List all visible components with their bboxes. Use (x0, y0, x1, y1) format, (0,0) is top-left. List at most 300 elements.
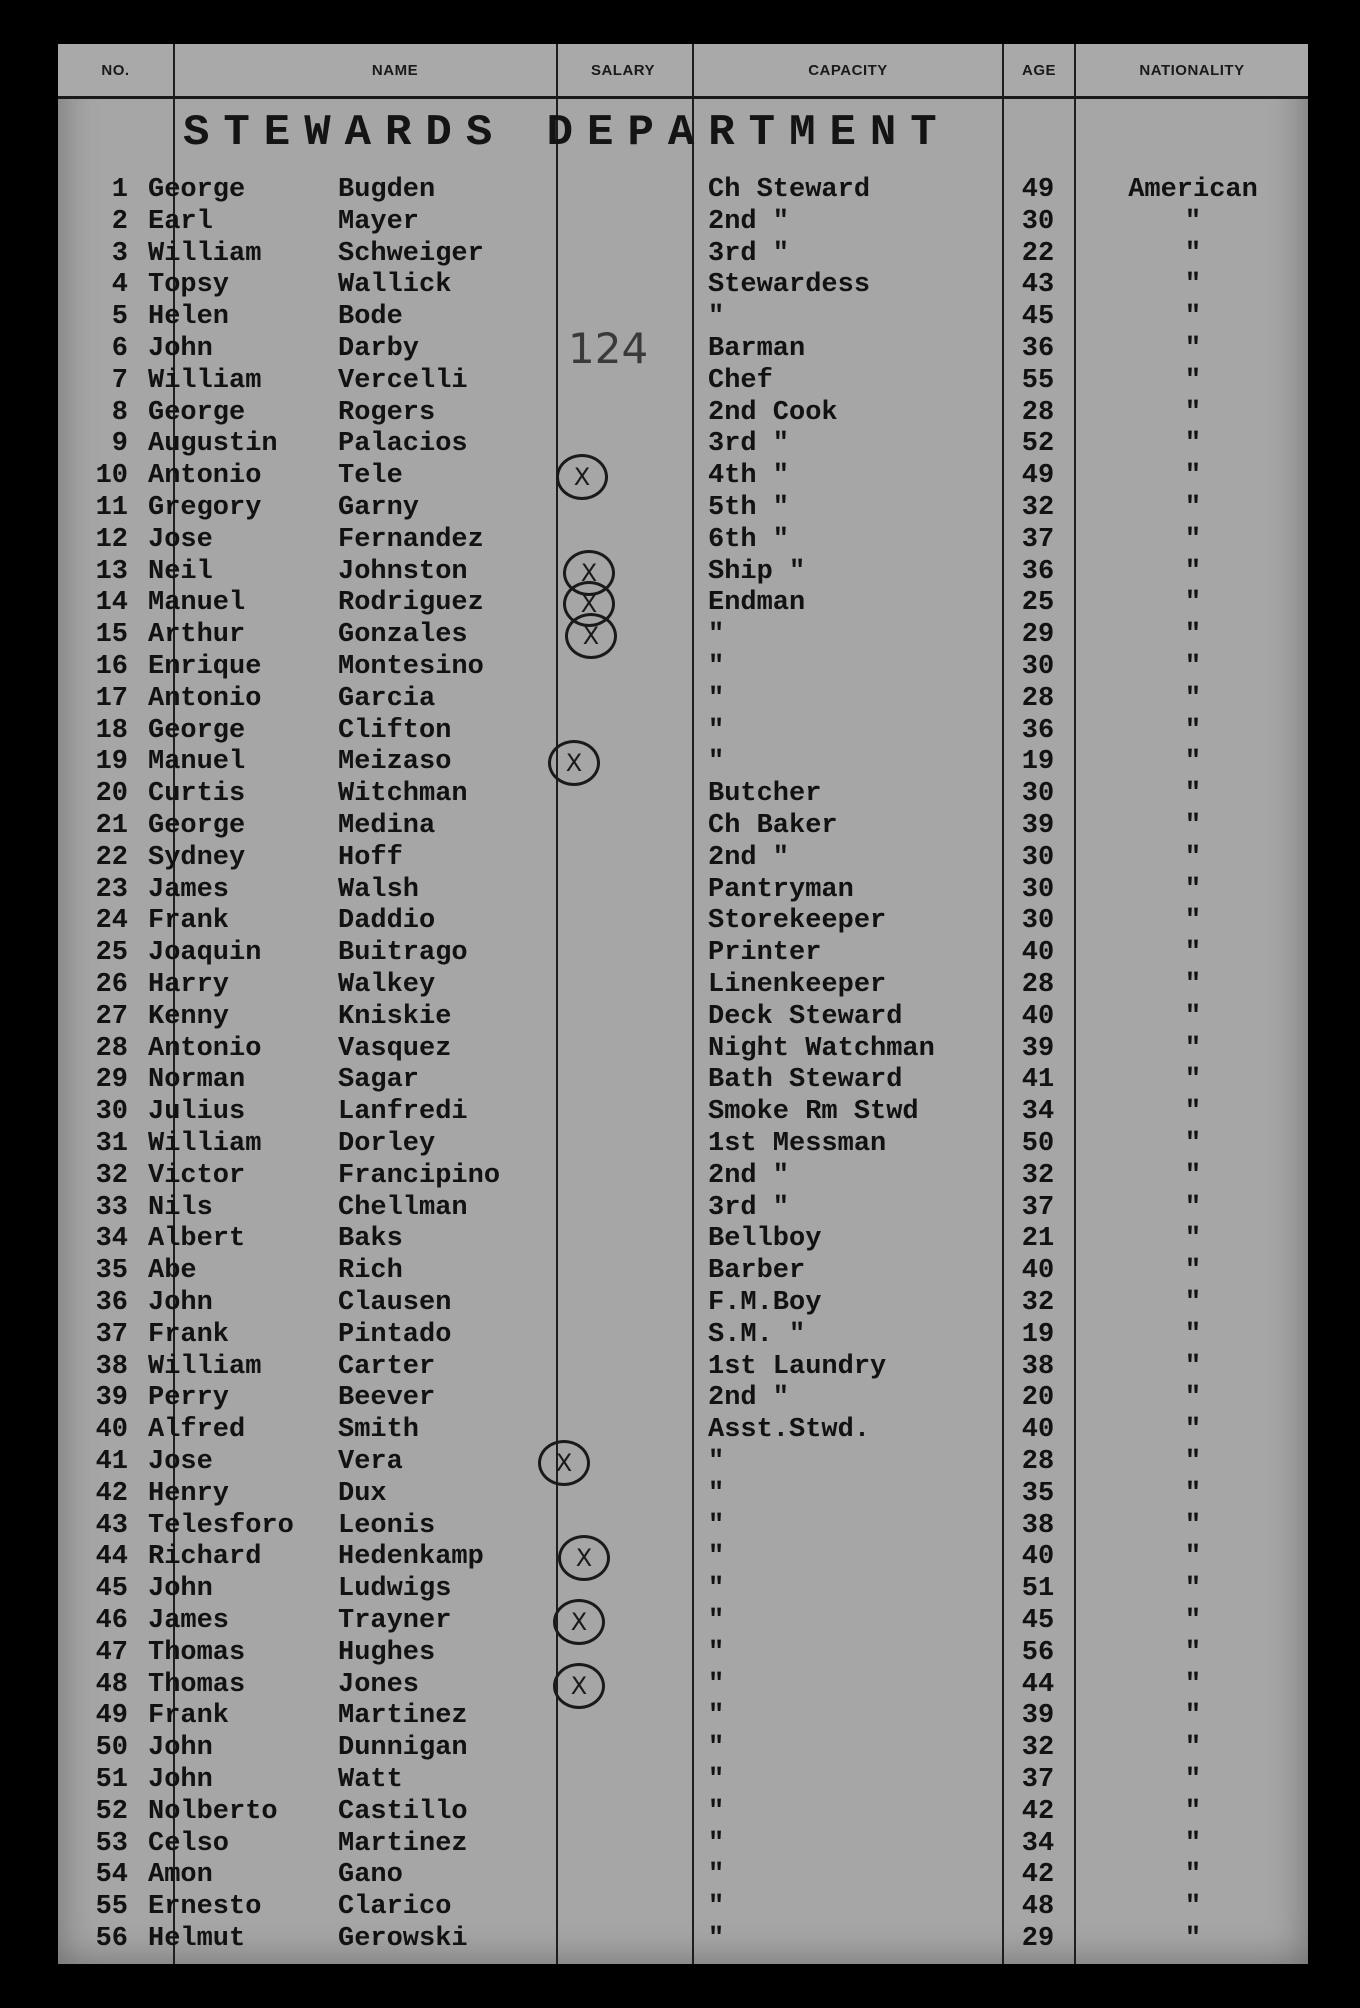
header-age: AGE (1021, 61, 1056, 79)
row-number: 1 (111, 175, 128, 205)
table-row (58, 1637, 1308, 1669)
age: 30 (1021, 874, 1055, 905)
capacity: Night Watchman (708, 1033, 935, 1064)
last-name: Gonzales (338, 620, 468, 651)
row-number: 45 (95, 1574, 128, 1605)
last-name: Kniskie (338, 1001, 452, 1032)
capacity: 4th " (708, 461, 790, 492)
nationality: " (1184, 397, 1202, 428)
first-name: Topsy (148, 270, 230, 301)
table-row (58, 810, 1308, 842)
nationality: " (1184, 1860, 1202, 1891)
table-row (58, 1923, 1308, 1955)
nationality: " (1184, 1288, 1202, 1318)
age: 44 (1021, 1669, 1055, 1700)
circled-x-mark: X (563, 550, 615, 596)
first-name: George (148, 175, 246, 205)
first-name: Antonio (148, 461, 262, 492)
row-number: 44 (95, 1542, 128, 1573)
nationality: " (1184, 1765, 1202, 1795)
table-row (58, 1478, 1308, 1510)
nationality: " (1184, 1001, 1202, 1032)
last-name: Garcia (338, 683, 436, 714)
table-row (58, 174, 1308, 206)
first-name: James (148, 1606, 230, 1636)
nationality: " (1184, 1033, 1202, 1064)
age: 37 (1021, 1192, 1055, 1223)
row-number: 52 (95, 1796, 128, 1827)
last-name: Walsh (338, 874, 420, 905)
first-name: Celso (148, 1828, 230, 1859)
row-number: 48 (95, 1669, 128, 1700)
row-number: 56 (95, 1924, 128, 1954)
nationality: " (1184, 1510, 1202, 1541)
capacity: " (708, 1765, 725, 1795)
capacity: Smoke Rm Stwd (708, 1097, 919, 1128)
table-row (58, 1541, 1308, 1573)
last-name: Vera (338, 1447, 403, 1477)
age: 40 (1021, 1542, 1055, 1573)
header-no: NO. (101, 61, 130, 79)
age: 21 (1021, 1224, 1055, 1255)
first-name: John (148, 334, 213, 364)
last-name: Rodriguez (338, 588, 484, 619)
row-number: 6 (111, 334, 128, 364)
first-name: Neil (148, 556, 213, 587)
first-name: William (148, 1129, 262, 1159)
table-row (58, 1001, 1308, 1033)
age: 52 (1021, 429, 1055, 460)
nationality: " (1184, 1669, 1202, 1700)
nationality: " (1184, 1351, 1202, 1382)
row-number: 46 (95, 1606, 128, 1636)
first-name: John (148, 1733, 213, 1764)
last-name: Sagar (338, 1065, 420, 1096)
nationality: " (1184, 779, 1202, 810)
age: 19 (1021, 747, 1055, 778)
capacity: S.M. " (708, 1319, 806, 1350)
capacity: " (708, 1606, 725, 1636)
nationality: " (1184, 1160, 1202, 1191)
first-name: Augustin (148, 429, 278, 460)
row-number: 54 (95, 1860, 128, 1891)
header-name: NAME (371, 61, 419, 79)
capacity: 2nd " (708, 206, 790, 237)
row-number: 32 (95, 1160, 128, 1191)
first-name: Manuel (148, 588, 246, 619)
row-number: 51 (95, 1765, 128, 1795)
nationality: " (1184, 620, 1202, 651)
last-name: Walkey (338, 970, 436, 1000)
row-number: 24 (95, 906, 128, 937)
table-row (58, 651, 1308, 683)
capacity: 2nd " (708, 1383, 790, 1414)
age: 30 (1021, 652, 1055, 682)
last-name: Dorley (338, 1129, 436, 1159)
circled-x-mark: X (548, 740, 600, 786)
capacity: 1st Laundry (708, 1351, 887, 1382)
first-name: Albert (148, 1224, 246, 1255)
table-row (58, 492, 1308, 524)
last-name: Jones (338, 1669, 420, 1700)
row-number: 55 (95, 1892, 128, 1923)
capacity: " (708, 620, 725, 651)
nationality: " (1184, 206, 1202, 237)
table-row (58, 1828, 1308, 1860)
row-number: 33 (95, 1192, 128, 1223)
table-row (58, 937, 1308, 969)
age: 32 (1021, 1288, 1055, 1318)
age: 40 (1021, 938, 1055, 969)
capacity: Stewardess (708, 270, 871, 301)
last-name: Trayner (338, 1606, 452, 1636)
table-row (58, 1859, 1308, 1891)
table-row (58, 1255, 1308, 1287)
table-row (58, 238, 1308, 270)
nationality: " (1184, 1256, 1202, 1287)
capacity: " (708, 652, 725, 682)
row-number: 21 (95, 811, 128, 841)
table-row (58, 397, 1308, 429)
table-row (58, 1732, 1308, 1764)
row-number: 19 (95, 747, 128, 778)
first-name: Sydney (148, 842, 246, 873)
capacity: 3rd " (708, 1192, 790, 1223)
nationality: " (1184, 1924, 1202, 1954)
row-number: 42 (95, 1478, 128, 1509)
capacity: Ch Steward (708, 175, 871, 205)
first-name: Frank (148, 1701, 230, 1732)
nationality: " (1184, 811, 1202, 841)
capacity: " (708, 1637, 725, 1668)
table-row (58, 1796, 1308, 1828)
nationality: " (1184, 1733, 1202, 1764)
last-name: Meizaso (338, 747, 452, 778)
last-name: Vasquez (338, 1033, 452, 1064)
last-name: Watt (338, 1765, 403, 1795)
capacity: 6th " (708, 524, 790, 555)
capacity: 3rd " (708, 429, 790, 460)
nationality: " (1184, 715, 1202, 746)
first-name: John (148, 1574, 213, 1605)
age: 42 (1021, 1860, 1055, 1891)
table-row (58, 1319, 1308, 1351)
last-name: Tele (338, 461, 403, 492)
last-name: Johnston (338, 556, 468, 587)
nationality: " (1184, 1478, 1202, 1509)
nationality: " (1184, 1796, 1202, 1827)
capacity: " (708, 1447, 725, 1477)
last-name: Vercelli (338, 365, 468, 396)
table-row (58, 1891, 1308, 1923)
capacity: Barman (708, 334, 806, 364)
capacity: " (708, 1828, 725, 1859)
last-name: Palacios (338, 429, 468, 460)
table-row (58, 428, 1308, 460)
last-name: Hoff (338, 842, 403, 873)
row-number: 15 (95, 620, 128, 651)
age: 20 (1021, 1383, 1055, 1414)
nationality: " (1184, 1065, 1202, 1096)
row-number: 3 (111, 238, 128, 269)
nationality: " (1184, 683, 1202, 714)
capacity: " (708, 1542, 725, 1573)
nationality: " (1184, 1637, 1202, 1668)
row-number: 4 (111, 270, 128, 301)
first-name: Victor (148, 1160, 246, 1191)
table-row (58, 683, 1308, 715)
nationality: American (1128, 175, 1258, 205)
first-name: John (148, 1765, 213, 1795)
row-number: 14 (95, 588, 128, 619)
row-number: 25 (95, 938, 128, 969)
row-number: 2 (111, 206, 128, 237)
first-name: Earl (148, 206, 213, 237)
table-row (58, 301, 1308, 333)
nationality: " (1184, 493, 1202, 523)
table-row (58, 1351, 1308, 1383)
capacity: " (708, 1701, 725, 1732)
table-row (58, 1033, 1308, 1065)
first-name: Arthur (148, 620, 246, 651)
table-row (58, 842, 1308, 874)
nationality: " (1184, 1892, 1202, 1923)
first-name: George (148, 811, 246, 841)
row-number: 5 (111, 302, 128, 333)
first-name: Curtis (148, 779, 246, 810)
last-name: Fernandez (338, 524, 484, 555)
table-row (58, 715, 1308, 747)
table-row (58, 1382, 1308, 1414)
first-name: Harry (148, 970, 230, 1000)
last-name: Clifton (338, 715, 452, 746)
age: 28 (1021, 970, 1055, 1000)
age: 55 (1021, 365, 1055, 396)
circled-x-mark: X (556, 454, 608, 500)
nationality: " (1184, 1574, 1202, 1605)
circled-x-mark: X (565, 613, 617, 659)
table-row (58, 1669, 1308, 1701)
age: 39 (1021, 811, 1055, 841)
table-row (58, 619, 1308, 651)
nationality: " (1184, 1447, 1202, 1477)
table-row (58, 460, 1308, 492)
age: 39 (1021, 1033, 1055, 1064)
capacity: 3rd " (708, 238, 790, 269)
row-number: 31 (95, 1129, 128, 1159)
last-name: Carter (338, 1351, 436, 1382)
header-salary: SALARY (590, 61, 656, 79)
capacity: 5th " (708, 493, 790, 523)
table-row (58, 969, 1308, 1001)
department-title: STEWARDS DEPARTMENT (183, 108, 951, 158)
nationality: " (1184, 1383, 1202, 1414)
table-row (58, 1192, 1308, 1224)
row-number: 53 (95, 1828, 128, 1859)
nationality: " (1184, 1542, 1202, 1573)
row-number: 8 (111, 397, 128, 428)
age: 43 (1021, 270, 1055, 301)
row-number: 30 (95, 1097, 128, 1128)
nationality: " (1184, 652, 1202, 682)
capacity: Storekeeper (708, 906, 887, 937)
table-row (58, 1096, 1308, 1128)
age: 34 (1021, 1097, 1055, 1128)
nationality: " (1184, 461, 1202, 492)
capacity: " (708, 747, 725, 778)
last-name: Dunnigan (338, 1733, 468, 1764)
table-row (58, 269, 1308, 301)
age: 50 (1021, 1129, 1055, 1159)
first-name: Helen (148, 302, 230, 333)
age: 22 (1021, 238, 1055, 269)
first-name: William (148, 1351, 262, 1382)
last-name: Bugden (338, 175, 436, 205)
nationality: " (1184, 842, 1202, 873)
circled-x-mark: X (553, 1599, 605, 1645)
first-name: James (148, 874, 230, 905)
first-name: Richard (148, 1542, 262, 1573)
capacity: Chef (708, 365, 773, 396)
capacity: " (708, 1796, 725, 1827)
age: 39 (1021, 1701, 1055, 1732)
capacity: " (708, 715, 725, 746)
first-name: Abe (148, 1256, 197, 1287)
capacity: " (708, 302, 725, 333)
capacity: Printer (708, 938, 822, 969)
row-number: 7 (111, 365, 128, 396)
age: 37 (1021, 1765, 1055, 1795)
first-name: Jose (148, 1447, 213, 1477)
nationality: " (1184, 1097, 1202, 1128)
age: 28 (1021, 1447, 1055, 1477)
last-name: Hughes (338, 1637, 436, 1668)
table-row (58, 206, 1308, 238)
first-name: Julius (148, 1097, 246, 1128)
capacity: Ship " (708, 556, 806, 587)
nationality: " (1184, 524, 1202, 555)
capacity: " (708, 1892, 725, 1923)
nationality: " (1184, 1129, 1202, 1159)
last-name: Martinez (338, 1701, 468, 1732)
last-name: Rich (338, 1256, 403, 1287)
age: 40 (1021, 1256, 1055, 1287)
header-nationality: NATIONALITY (1139, 61, 1245, 79)
row-number: 49 (95, 1701, 128, 1732)
age: 25 (1021, 588, 1055, 619)
row-number: 22 (95, 842, 128, 873)
age: 41 (1021, 1065, 1055, 1096)
age: 19 (1021, 1319, 1055, 1350)
first-name: Amon (148, 1860, 213, 1891)
last-name: Garny (338, 493, 420, 523)
age: 38 (1021, 1510, 1055, 1541)
age: 36 (1021, 334, 1055, 364)
age: 49 (1021, 461, 1055, 492)
table-row (58, 1064, 1308, 1096)
table-row (58, 1446, 1308, 1478)
nationality: " (1184, 365, 1202, 396)
capacity: Butcher (708, 779, 822, 810)
first-name: William (148, 238, 262, 269)
capacity: " (708, 1510, 725, 1541)
row-number: 13 (95, 556, 128, 587)
capacity: Asst.Stwd. (708, 1415, 871, 1446)
last-name: Mayer (338, 206, 420, 237)
nationality: " (1184, 238, 1202, 269)
last-name: Bode (338, 302, 403, 333)
age: 32 (1021, 1733, 1055, 1764)
row-number: 28 (95, 1033, 128, 1064)
last-name: Castillo (338, 1796, 468, 1827)
table-row (58, 1510, 1308, 1542)
capacity: 1st Messman (708, 1129, 887, 1159)
table-row (58, 778, 1308, 810)
last-name: Daddio (338, 906, 436, 937)
row-number: 40 (95, 1415, 128, 1446)
age: 28 (1021, 683, 1055, 714)
last-name: Baks (338, 1224, 403, 1255)
first-name: Thomas (148, 1637, 246, 1668)
row-number: 38 (95, 1351, 128, 1382)
age: 45 (1021, 302, 1055, 333)
capacity: 2nd " (708, 1160, 790, 1191)
table-row (58, 365, 1308, 397)
age: 36 (1021, 715, 1055, 746)
capacity: " (708, 1478, 725, 1509)
age: 42 (1021, 1796, 1055, 1827)
nationality: " (1184, 588, 1202, 619)
table-row (58, 874, 1308, 906)
capacity: Bellboy (708, 1224, 822, 1255)
first-name: Kenny (148, 1001, 230, 1032)
first-name: Thomas (148, 1669, 246, 1700)
table-row (58, 1223, 1308, 1255)
last-name: Darby (338, 334, 420, 364)
row-number: 26 (95, 970, 128, 1000)
last-name: Francipino (338, 1160, 501, 1191)
table-row (58, 1128, 1308, 1160)
last-name: Lanfredi (338, 1097, 468, 1128)
nationality: " (1184, 334, 1202, 364)
row-number: 35 (95, 1256, 128, 1287)
table-row (58, 1287, 1308, 1319)
capacity: F.M.Boy (708, 1288, 822, 1318)
first-name: Enrique (148, 652, 262, 682)
last-name: Chellman (338, 1192, 468, 1223)
nationality: " (1184, 1828, 1202, 1859)
first-name: Telesforo (148, 1510, 294, 1541)
nationality: " (1184, 1224, 1202, 1255)
page-stamp: 124 (568, 324, 649, 373)
capacity: Barber (708, 1256, 806, 1287)
capacity: Bath Steward (708, 1065, 903, 1096)
last-name: Clarico (338, 1892, 452, 1923)
age: 32 (1021, 493, 1055, 523)
capacity: " (708, 1733, 725, 1764)
row-number: 36 (95, 1288, 128, 1318)
capacity: " (708, 1574, 725, 1605)
age: 30 (1021, 842, 1055, 873)
last-name: Montesino (338, 652, 484, 682)
age: 34 (1021, 1828, 1055, 1859)
circled-x-mark: X (553, 1663, 605, 1709)
row-number: 11 (95, 493, 128, 523)
table-row (58, 587, 1308, 619)
first-name: Helmut (148, 1924, 246, 1954)
row-number: 18 (95, 715, 128, 746)
capacity: " (708, 1860, 725, 1891)
